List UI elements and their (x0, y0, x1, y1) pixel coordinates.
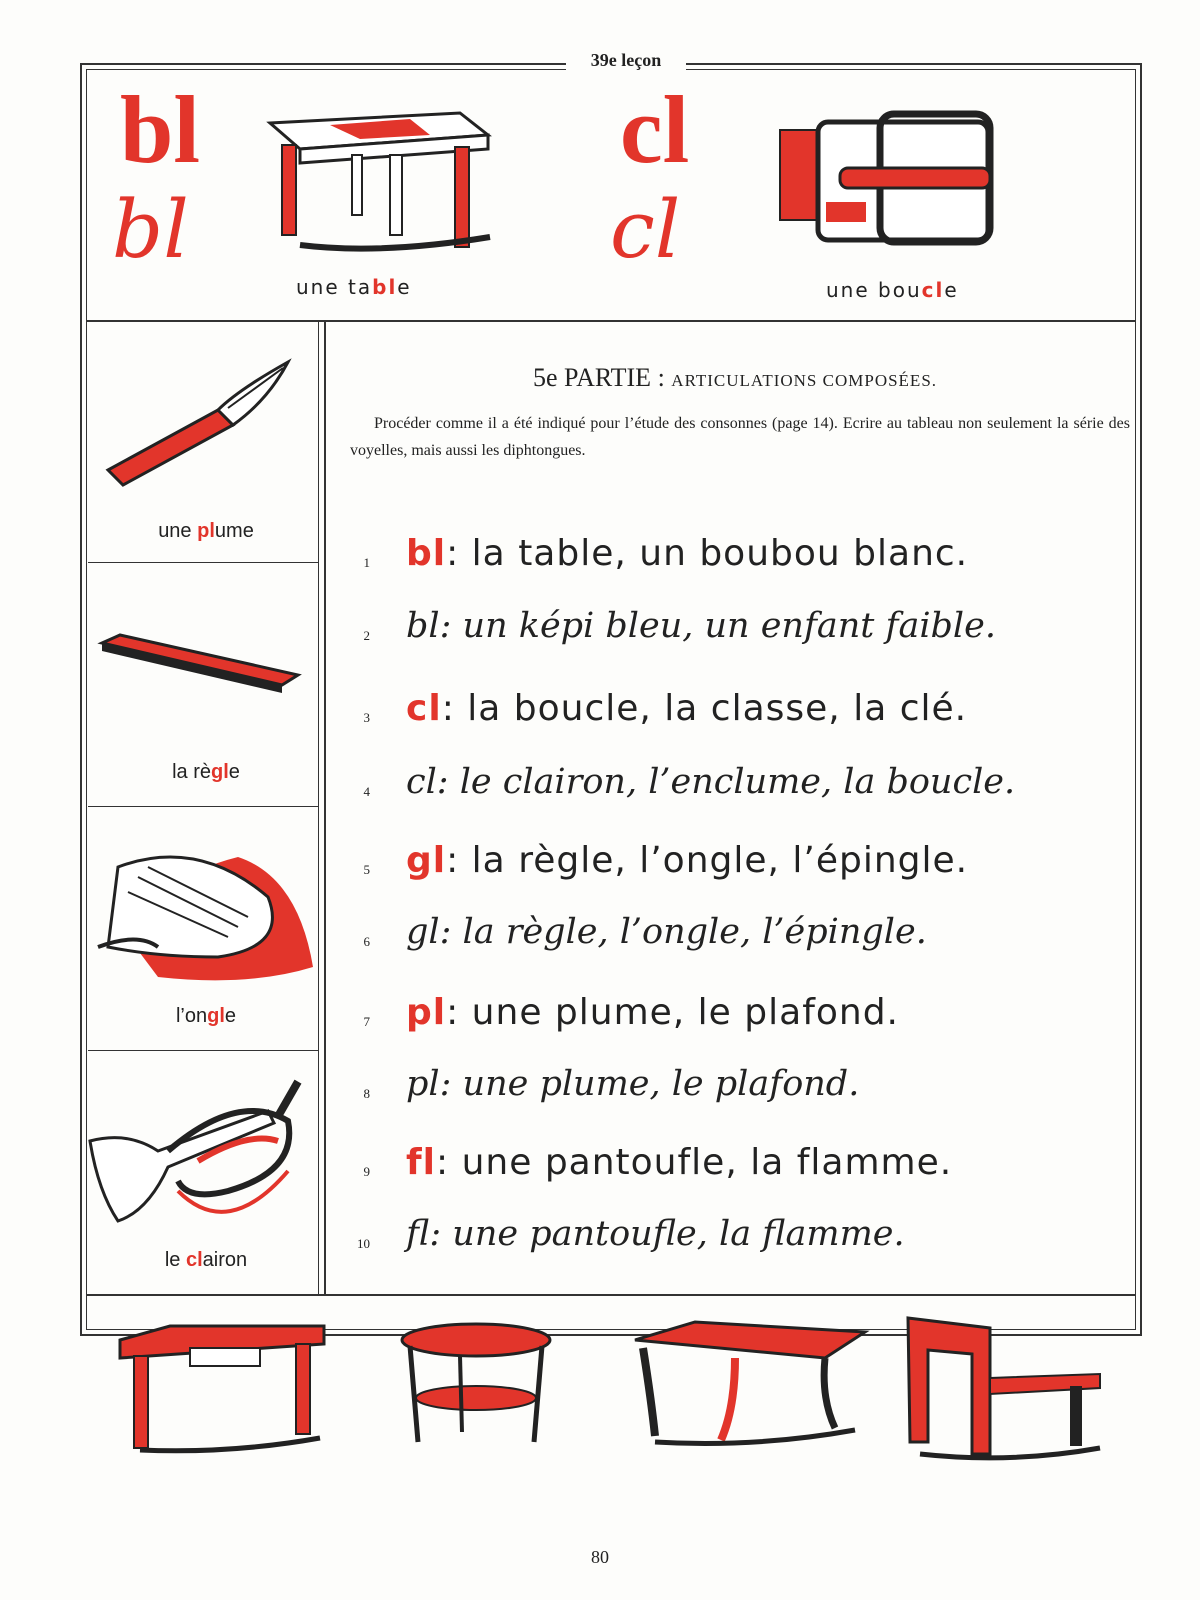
reading-line: 7 pl: une plume, le plafond. (363, 992, 899, 1033)
reading-line: 6 gl: la règle, l’ongle, l’épingle. (363, 912, 927, 952)
divider-top (86, 320, 1136, 322)
sidebar-item-regle (88, 563, 324, 806)
reading-line: 3 cl: la boucle, la classe, la clé. (363, 688, 968, 729)
table-illustration (260, 105, 500, 255)
reading-line: 2 bl: un képi bleu, un enfant faible. (363, 606, 996, 646)
page-number: 80 (591, 1547, 609, 1567)
reading-line: 10 fl: une pantoufle, la flamme. (357, 1214, 905, 1254)
bugle-illustration (88, 1071, 318, 1241)
lesson-title: 39e leçon (566, 50, 686, 71)
reading-line: 5 gl: la règle, l’ongle, l’épingle. (363, 840, 969, 881)
divider-bottom (86, 1294, 1136, 1296)
fingernail-illustration (98, 837, 318, 987)
sidebar-item-clairon (88, 1051, 324, 1294)
round-table-illustration (400, 1322, 560, 1462)
teacher-instructions: Procéder comme il a été indiqué pour l’étude des consonnes (page 14). Ecrire au tableau non seulement la série des voyelles, mais aussi les diphtongues. (350, 415, 1130, 459)
reading-line: 1 bl: la table, un boubou blanc. (363, 533, 969, 574)
script-letters-bl: bl (112, 183, 189, 276)
print-letters-bl: bl (120, 76, 201, 183)
script-letters-cl: cl (610, 183, 681, 276)
reading-line: 9 fl: une pantoufle, la flamme. (363, 1142, 953, 1183)
school-desk-illustration (900, 1314, 1120, 1464)
part-heading: 5e PARTIE : ARTICULATIONS COMPOSÉES. (532, 363, 938, 392)
carved-table-illustration (625, 1318, 875, 1458)
print-letters-cl: cl (620, 76, 690, 183)
ruler-illustration (98, 633, 308, 693)
caption-regle: la règle (172, 761, 240, 783)
caption-clairon: le clairon (164, 1249, 248, 1271)
reading-line: 8 pl: une plume, le plafond. (363, 1064, 860, 1104)
sidebar-item-ongle (88, 807, 324, 1050)
reading-line: 4 cl: le clairon, l’enclume, la boucle. (363, 762, 1016, 802)
caption-ongle: l’ongle (175, 1005, 237, 1027)
buckle-illustration (770, 112, 1010, 252)
caption-buckle: une boucle (826, 278, 959, 302)
caption-plume: une plume (158, 520, 254, 542)
pen-nib-illustration (98, 350, 308, 490)
kitchen-table-illustration (110, 1320, 330, 1460)
sidebar-item-plume (88, 330, 324, 562)
divider-sidebar (324, 322, 326, 1294)
caption-table: une table (296, 275, 412, 299)
